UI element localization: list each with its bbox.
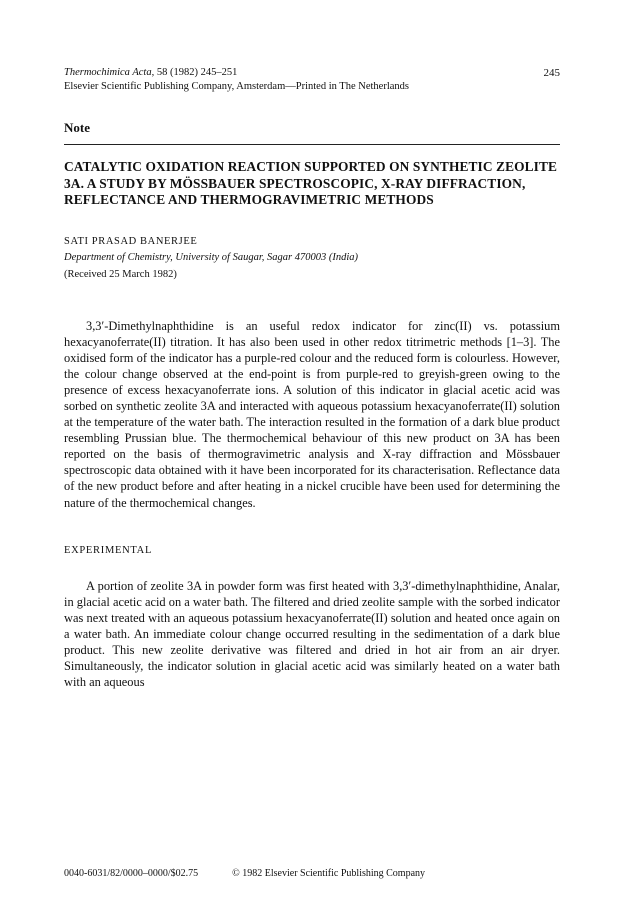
copyright-notice: © 1982 Elsevier Scientific Publishing Company (232, 868, 426, 879)
experimental-paragraph: A portion of zeolite 3A in powder form was first heated with 3,3′-dimethylnaphthidine, Analar, in glacial acetic acid on a water bath. The filtered and dried zeolite sample with the sorbed indicator was next treated with an aqueous potassium hexacyanoferrate(II) solution and heated once again on a water bath. An immediate colour change occurred resulting in the sedimentation of a dark blue product. This new zeolite derivative was filtered and dried in hot air from an air dryer. Simultaneously, the indicator solution in glacial acetic acid was similarly heated on a water bath with an aqueous (64, 578, 560, 690)
intro-paragraph: 3,3′-Dimethylnaphthidine is an useful redox indicator for zinc(II) vs. potassium hexacyanoferrate(II) titration. It has also been used in other redox titrimetric methods [1–3]. The oxidised form of the indicator has a purple-red colour and the reduced form is colourless. However, the colour change observed at the end-point is from purple-red to greyish-green owing to the presence of excess hexacyanoferrate ions. A solution of this indicator in glacial acetic acid was sorbed on synthetic zeolite 3A and interacted with aqueous potassium hexacyanoferrate(II) solution at the temperature of the water bath. The interaction resulted in the formation of a dark blue product resembling Prussian blue. The thermochemical behaviour of this new product on 3A has been reported on the basis of thermogravimetric analysis and X-ray diffraction and Mössbauer spectroscopic data obtained with it have been incorporated for its characterisation. Reflectance data of the new product before and after heating in a nickel crucible have been used for determining the nature of the thermochemical changes. (64, 318, 560, 510)
journal-header (64, 66, 560, 94)
introduction (64, 318, 560, 511)
article-title: CATALYTIC OXIDATION REACTION SUPPORTED ON SYNTHETIC ZEOLITE 3A. A STUDY BY MÖSSBAUER SPECTROSCOPIC, X-RAY DIFFRACTION, REFLECTANCE AND THERMOGRAVIMETRIC METHODS (64, 159, 558, 207)
page-footer (64, 868, 560, 879)
publisher-line: Elsevier Scientific Publishing Company, Amsterdam—Printed in The Netherlands (64, 81, 409, 92)
experimental-section (64, 578, 560, 691)
author-affiliation: Department of Chemistry, University of Saugar, Sagar 470003 (India) (64, 251, 358, 263)
author-name: SATI PRASAD BANERJEE (64, 235, 198, 247)
section-heading-experimental: EXPERIMENTAL (64, 544, 153, 556)
divider (64, 144, 560, 145)
article-page (64, 66, 560, 690)
journal-name: Thermochimica Acta, (64, 67, 155, 78)
received-date: (Received 25 March 1982) (64, 268, 177, 280)
note-label: Note (64, 120, 90, 135)
article-code: 0040-6031/82/0000–0000/$02.75 (64, 868, 199, 879)
journal-citation: 58 (1982) 245–251 (154, 67, 238, 78)
page-number: 245 (543, 67, 560, 79)
